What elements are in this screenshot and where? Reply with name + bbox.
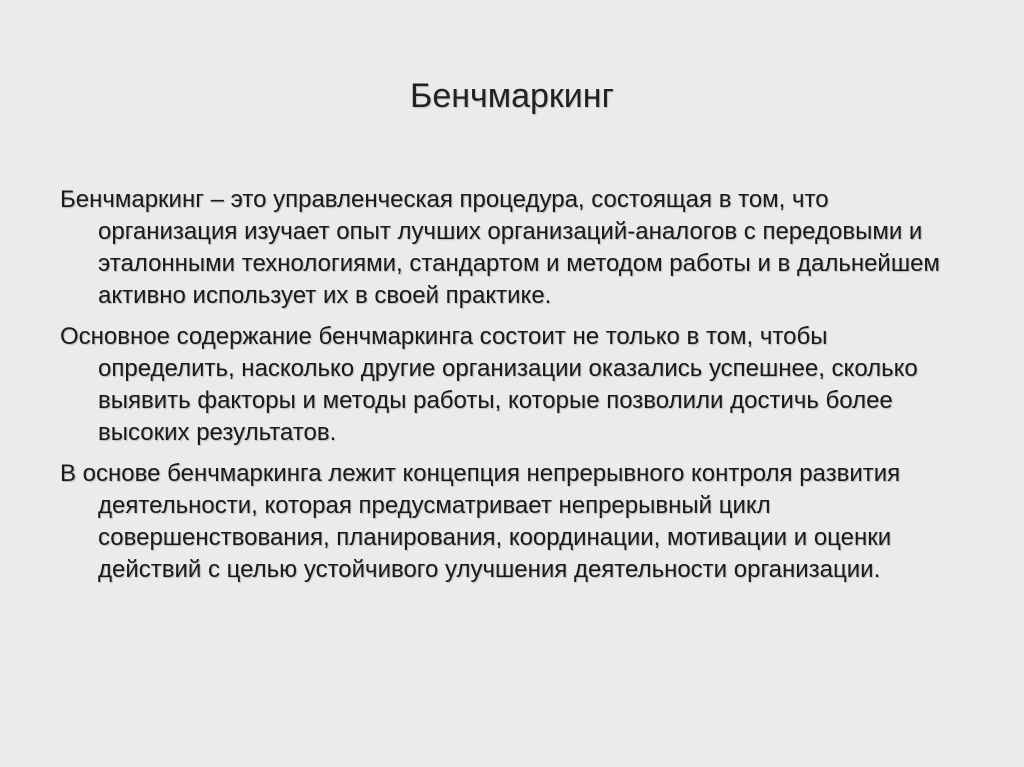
slide-body xyxy=(60,184,965,595)
paragraph-concept: В основе бенчмаркинга лежит концепция непрерывного контроля развития деятельности, которая предусматривает непрерывный цикл совершенствования, планирования, координации, мотивации и оценки действий с целью устойчивого улучшения деятельности организации. xyxy=(60,460,901,583)
paragraph-definition: Бенчмаркинг – это управленческая процедура, состоящая в том, что организация изучает опыт лучших организаций-аналогов с передовыми и эталонными технологиями, стандартом и методом работы и в дальнейшем активно использует их в своей практике. xyxy=(60,186,940,309)
paragraph-content: Основное содержание бенчмаркинга состоит не только в том, чтобы определить, насколько другие организации оказались успешнее, сколько выявить факторы и методы работы, которые позволили достичь более высоких результатов. xyxy=(60,323,918,446)
slide-title: Бенчмаркинг xyxy=(410,77,614,115)
